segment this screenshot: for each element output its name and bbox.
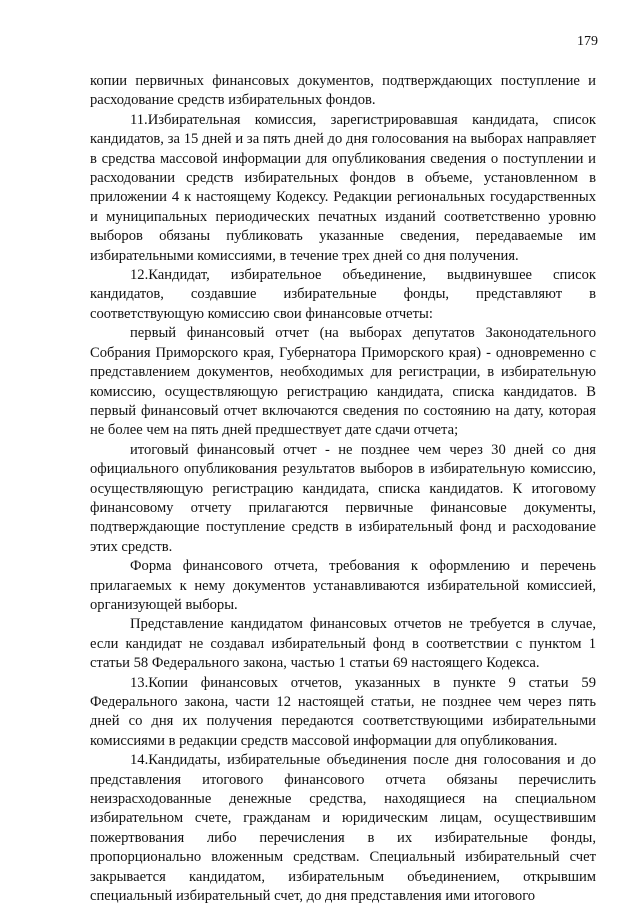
page-number: 179 bbox=[577, 34, 598, 49]
paragraph-report-form: Форма финансового отчета, требования к оформлению и перечень прилагаемых к нему документов устанавливаются избирательной комиссией, организующей выборы. bbox=[90, 558, 596, 613]
paragraph-first-report: первый финансовый отчет (на выборах депутатов Законодательного Собрания Приморского края, Губернатора Приморского края) - одновременно с представлением документов, необходимых для регистрации, в избирательную комиссию, осуществляющую регистрацию кандидата, списка кандидатов. В первый финансовый отчет включаются сведения по состоянию на дату, которая не более чем на пять дней предшествует дате сдачи отчета; bbox=[90, 325, 596, 439]
paragraph-continuation: копии первичных финансовых документов, подтверждающих поступление и расходование средств избирательных фондов. bbox=[90, 73, 596, 109]
paragraph-item-14: 14.Кандидаты, избирательные объединения после дня голосования и до представления итогового финансового отчета обязаны перечислить неизрасходованные денежные средства, находящиеся на специальном избирательном счете, гражданам и юридическим лицам, осуществившим пожертвования либо перечисления в их избирательные фонды, пропорционально вложенным средствам. Специальный избирательный счет закрывается кандидатом, избирательным объединением, открывшим специальный избирательный счет, до дня представления ими итогового bbox=[90, 752, 596, 905]
paragraph-item-11: 11.Избирательная комиссия, зарегистрировавшая кандидата, список кандидатов, за 15 дней и за пять дней до дня голосования на выборах направляет в средства массовой информации для опубликования сведения о поступлении и расходовании средств избирательных фондов в объеме, установленном в приложении 4 к настоящему Кодексу. Редакции региональных государственных и муниципальных периодических печатных изданий соответственно уровню выборов обязаны публиковать указанные сведения, передаваемые им избирательными комиссиями, в течение трех дней со дня получения. bbox=[90, 111, 596, 264]
paragraph-item-12: 12.Кандидат, избирательное объединение, выдвинувшее список кандидатов, создавшие избирательные фонды, представляют в соответствующую комиссию свои финансовые отчеты: bbox=[90, 267, 596, 322]
paragraph-item-13: 13.Копии финансовых отчетов, указанных в пункте 9 статьи 59 Федерального закона, части 12 настоящей статьи, не позднее чем через пять дней со дня их получения передаются соответствующими избирательными комиссиями в редакции средств массовой информации для опубликования. bbox=[90, 674, 596, 749]
paragraph-report-exemption: Представление кандидатом финансовых отчетов не требуется в случае, если кандидат не создавал избирательный фонд в соответствии с пунктом 1 статьи 58 Федерального закона, частью 1 статьи 69 настоящего Кодекса. bbox=[90, 616, 596, 672]
body-text bbox=[90, 72, 596, 906]
paragraph-final-report: итоговый финансовый отчет - не позднее чем через 30 дней со дня официального опубликования результатов выборов в избирательную комиссию, осуществляющую регистрацию кандидата, списка кандидатов. К итоговому финансовому отчету прилагаются первичные финансовые документы, подтверждающие поступление средств в избирательный фонд и расходование этих средств. bbox=[90, 441, 596, 555]
